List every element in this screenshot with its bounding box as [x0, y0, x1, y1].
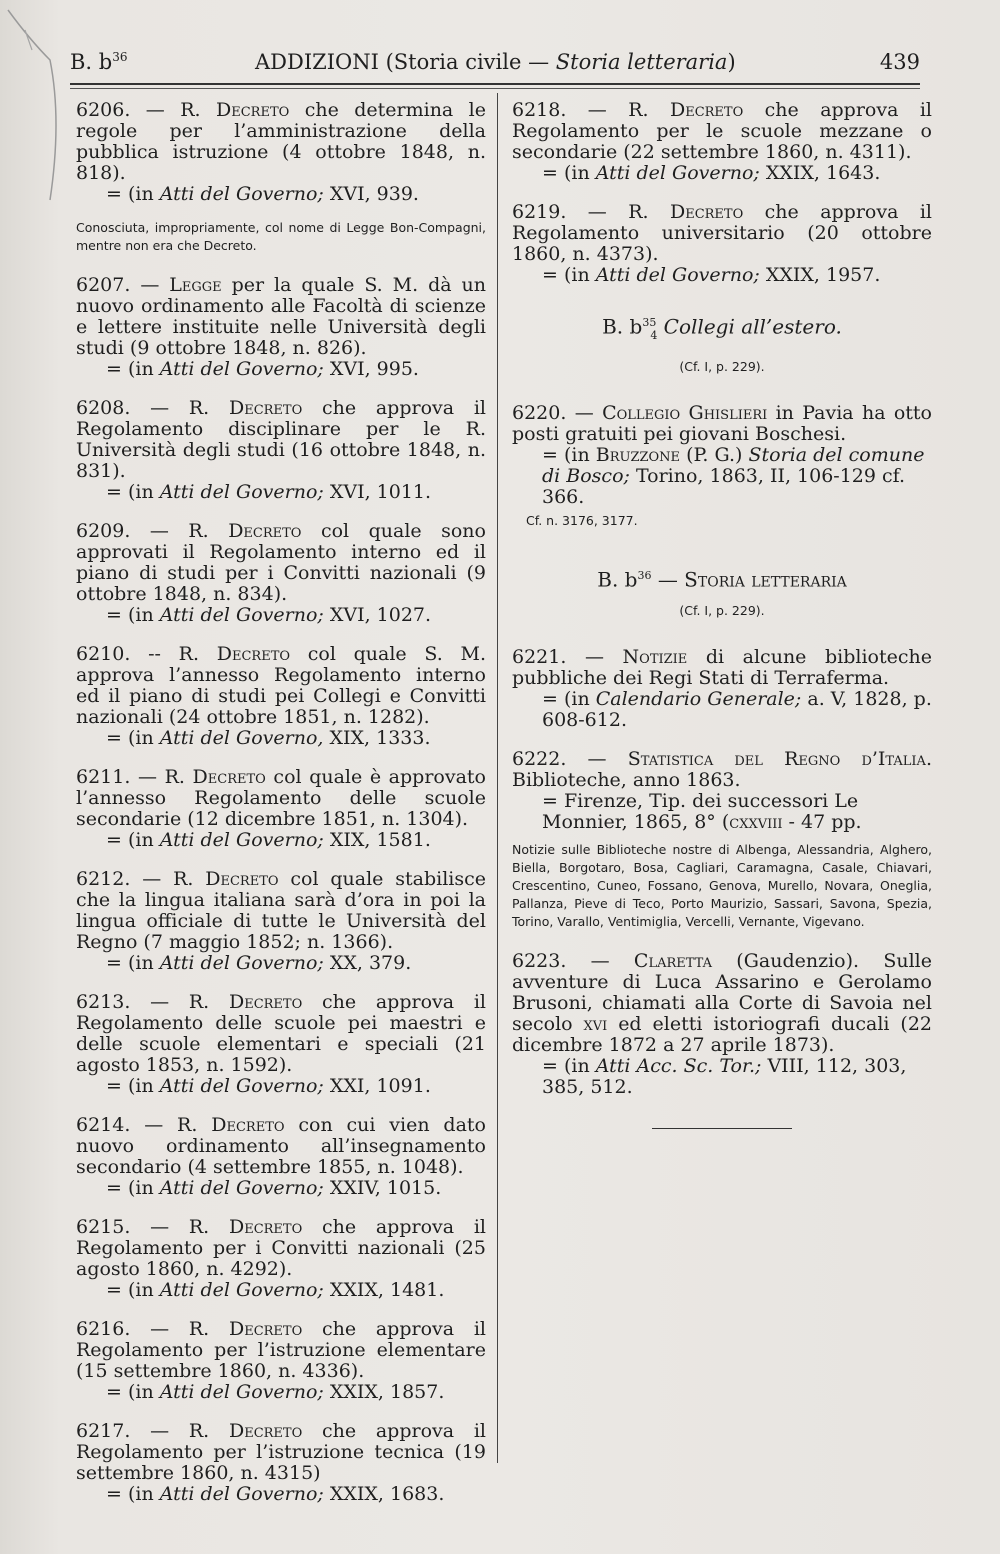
header-section-code: B. $b^{36}$: [70, 50, 128, 74]
entry-reference: = (in Bruzzone (P. G.) Storia del comune di Bosco; Torino, 1863, II, 106-129 cf. 366.: [542, 443, 925, 508]
entry-reference: = (in Atti del Governo, XIX, 1333.: [106, 727, 431, 749]
end-rule: [652, 1128, 792, 1129]
entry-reference: = (in Atti Acc. Sc. Tor.; VIII, 112, 303, 385, 512.: [542, 1055, 907, 1099]
entry-reference: = (in Atti del Governo; XXIX, 1857.: [106, 1381, 445, 1403]
entry-reference: = (in Atti del Governo; XVI, 995.: [106, 358, 419, 380]
right-entries-a: [512, 100, 932, 286]
entry-6217: [76, 1421, 486, 1505]
page-number: 439: [879, 50, 920, 74]
entry-6216: [76, 1319, 486, 1403]
entry-note: Conosciuta, impropriamente, col nome di Legge Bon-Compagni, mentre non era che Decreto.: [76, 220, 486, 253]
entry-6213: [76, 992, 486, 1097]
entry-text: 6206. — R. Decreto che determina le regole per l’amministrazione della pubblica istruzione (4 ottobre 1848, n. 818).: [76, 99, 487, 184]
entry-reference: = (in Atti del Governo; XXIX, 1683.: [106, 1483, 445, 1505]
header-rule-thin: [70, 88, 920, 89]
running-header: [70, 50, 920, 86]
entry-6207: [76, 275, 486, 380]
header-title: ADDIZIONI (Storia civile — Storia letteraria): [255, 50, 736, 74]
margin-pencil-mark: [0, 0, 70, 230]
entry-6222: 6222. — Statistica del Regno d’Italia. Biblioteche, anno 1863. = Firenze, Tip. dei successori Le Monnier, 1865, 8° (cxxviii - 47 pp. Notizie sulle Biblioteche nostre di Albenga, Alessandria, Alghero, Biella, Borgotaro, Bosa, Cagliari, Caramagna, Casale, Chiavari, Crescentino, Cuneo, Fossano, Genova, Murello, Novara, Oneglia, Pallanza, Pieve di Teco, Porto Maurizio, Sassari, Savona, Spezia, Torino, Varallo, Ventimiglia, Vercelli, Vernante, Vigevano.: [512, 748, 932, 930]
entry-6206: [76, 100, 486, 205]
entry-reference: = (in Atti del Governo; XXIX, 1957.: [542, 264, 881, 286]
entry-text: 6211. — R. Decreto col quale è approvato l’annesso Regolamento delle scuole secondarie (12 dicembre 1851, n. 1304).: [76, 766, 486, 830]
entry-reference: = (in Atti del Governo; XXIX, 1481.: [106, 1279, 445, 1301]
section-crossref: (Cf. I, p. 229).: [679, 358, 765, 374]
entry-6220: 6220. — Collegio Ghislieri in Pavia ha otto posti gratuiti pei giovani Boschesi. = (in Bruzzone (P. G.) Storia del comune di Bosco; Torino, 1863, II, 106-129 cf. 366. Cf. n. 3176, 3177.: [512, 403, 932, 531]
entry-text: 6210. -- R. Decreto col quale S. M. approva l’annesso Regolamento interno ed il piano di studi pei Collegi e Convitti nazionali (24 ottobre 1851, n. 1282).: [76, 643, 486, 728]
entry-6209: [76, 521, 486, 626]
entry-text: 6213. — R. Decreto che approva il Regolamento delle scuole pei maestri e delle scuole elementari e speciali (21 agosto 1853, n. 1592).: [76, 991, 486, 1076]
entry-reference: = (in Atti del Governo; XXIX, 1643.: [542, 162, 881, 184]
entry-reference: = (in Atti del Governo; XVI, 1027.: [106, 604, 432, 626]
entry-6208: [76, 398, 486, 503]
right-column: [512, 100, 932, 1129]
entry-text: 6212. — R. Decreto col quale stabilisce che la lingua italiana sarà d’ora in poi la lingua officiale di tutte le Università del Regno (7 maggio 1852; n. 1366).: [76, 868, 486, 953]
entry-text: 6208. — R. Decreto che approva il Regolamento disciplinare per le R. Università degli studi (16 ottobre 1848, n. 831).: [76, 397, 486, 482]
entry-text: 6218. — R. Decreto che approva il Regolamento per le scuole mezzane o secondarie (22 settembre 1860, n. 4311).: [512, 99, 932, 163]
entry-text: 6207. — Legge per la quale S. M. dà un nuovo ordinamento alle Facoltà di scienze e lettere instituite nelle Università degli studi (9 ottobre 1848, n. 826).: [76, 274, 486, 359]
section-heading-collegi: B. $b^{35}_4$ Collegi all’estero.: [602, 314, 842, 342]
entry-6215: [76, 1217, 486, 1301]
entry-crossref: Cf. n. 3176, 3177.: [526, 512, 638, 528]
entry-text: 6215. — R. Decreto che approva il Regolamento per i Convitti nazionali (25 agosto 1860, n. 4292).: [76, 1216, 486, 1280]
entry-text: 6217. — R. Decreto che approva il Regolamento per l’istruzione tecnica (19 settembre 1860, n. 4315): [76, 1420, 486, 1484]
entry-reference: = (in Atti del Governo; XIX, 1581.: [106, 829, 431, 851]
entry-note: Notizie sulle Biblioteche nostre di Albenga, Alessandria, Alghero, Biella, Borgotaro, Bosa, Cagliari, Caramagna, Casale, Chiavari, Crescentino, Cuneo, Fossano, Genova, Murello, Novara, Oneglia, Pallanza, Pieve di Teco, Porto Maurizio, Sassari, Savona, Spezia, Torino, Varallo, Ventimiglia, Vercelli, Vernante, Vigevano.: [512, 842, 932, 930]
entry-6219: [512, 202, 932, 286]
entry-reference: = (in Atti del Governo; XXI, 1091.: [106, 1075, 431, 1097]
entry-text: 6214. — R. Decreto con cui vien dato nuovo ordinamento all’insegnamento secondario (4 settembre 1855, n. 1048).: [76, 1114, 486, 1178]
entry-text: 6216. — R. Decreto che approva il Regolamento per l’istruzione elementare (15 settembre 1860, n. 4336).: [76, 1318, 486, 1382]
entry-reference: = (in Atti del Governo; XVI, 939.: [106, 183, 419, 205]
entry-6218: [512, 100, 932, 184]
entry-6214: [76, 1115, 486, 1199]
entry-text: 6209. — R. Decreto col quale sono approvati il Regolamento interno ed il piano di studi per i Convitti nazionali (9 ottobre 1848, n. 834).: [76, 520, 486, 605]
entry-6223: 6223. — Claretta (Gaudenzio). Sulle avventure di Luca Assarino e Gerolamo Brusoni, chiamati alla Corte di Savoia nel secolo xvi ed eletti istoriografi ducali (22 dicembre 1872 a 27 aprile 1873). = (in Atti Acc. Sc. Tor.; VIII, 112, 303, 385, 512.: [512, 950, 932, 1099]
entry-6210: [76, 644, 486, 749]
section-heading-storia-letteraria: B. $b^{36}$ — Storia letteraria: [597, 567, 847, 592]
entry-reference: = (in Atti del Governo; XVI, 1011.: [106, 481, 432, 503]
entry-reference: = (in Calendario Generale; a. V, 1828, p. 608-612.: [542, 688, 932, 732]
entry-6211: [76, 767, 486, 851]
left-column: [76, 100, 486, 1523]
entry-6221: 6221. — Notizie di alcune biblioteche pubbliche dei Regi Stati di Terraferma. = (in Calendario Generale; a. V, 1828, p. 608-612.: [512, 646, 932, 732]
section-crossref: (Cf. I, p. 229).: [679, 603, 765, 619]
header-rule: [70, 83, 920, 85]
entry-reference: = (in Atti del Governo; XXIV, 1015.: [106, 1177, 442, 1199]
entry-6212: [76, 869, 486, 974]
entry-reference: = (in Atti del Governo; XX, 379.: [106, 952, 412, 974]
column-divider: [497, 93, 498, 1463]
entry-reference: = Firenze, Tip. dei successori Le Monnier, 1865, 8° (cxxviii - 47 pp.: [542, 790, 862, 834]
entry-text: 6219. — R. Decreto che approva il Regolamento universitario (20 ottobre 1860, n. 4373).: [512, 201, 932, 265]
